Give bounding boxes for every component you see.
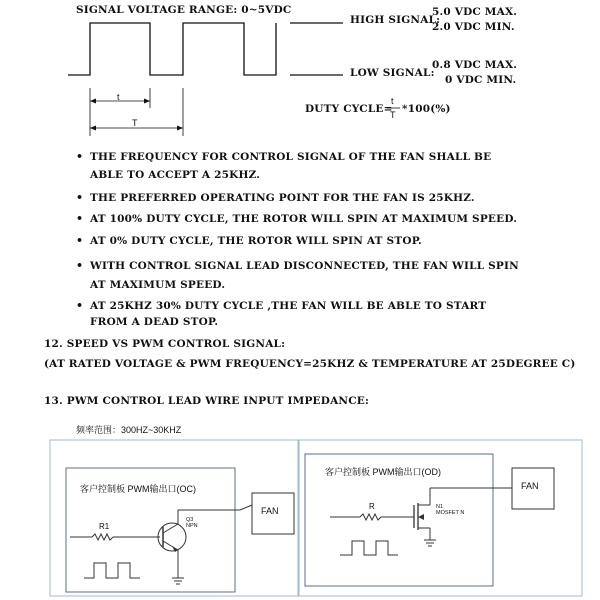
section-12-title: 12. SPEED VS PWM CONTROL SIGNAL:: [44, 338, 286, 350]
duty-cycle-prefix: DUTY CYCLE=: [305, 103, 393, 115]
mosfet-label: MOSFET N: [436, 510, 465, 516]
resistor-r-label: R: [369, 502, 375, 511]
duty-cycle-suffix: *100(%): [402, 103, 451, 115]
n1-label: N1: [436, 504, 444, 510]
bullet-dot: •: [76, 212, 84, 225]
bullet-dot: •: [76, 299, 84, 312]
fan-left-label: FAN: [261, 506, 279, 516]
low-signal-min: 0 VDC MIN.: [445, 74, 517, 86]
bullet-text-6: AT 25KHZ 30% DUTY CYCLE ,THE FAN WILL BE ABLE TO START: [90, 300, 487, 312]
od-pwm-pulses: [340, 541, 398, 555]
bullet-text-2: THE PREFERRED OPERATING POINT FOR THE FAN IS 25KHZ.: [90, 192, 475, 204]
resistor-r: [360, 514, 381, 520]
bullet-dot: •: [76, 259, 84, 272]
period-t-big: T: [132, 118, 138, 128]
bullet-dot: •: [76, 234, 84, 247]
resistor-r1: [92, 534, 113, 540]
bullet-dot: •: [76, 191, 84, 204]
bullet-text-1: THE FREQUENCY FOR CONTROL SIGNAL OF THE FAN SHALL BE: [90, 151, 492, 163]
low-signal-label: LOW SIGNAL:: [350, 67, 435, 79]
high-signal-label: HIGH SIGNAL:: [350, 14, 441, 26]
signal-range-text: SIGNAL VOLTAGE RANGE: 0~5VDC: [76, 4, 292, 16]
duty-cycle-denominator: T: [390, 110, 396, 120]
q3-label: Q3: [186, 517, 194, 523]
bullet-text-1-cont: ABLE TO ACCEPT A 25KHZ.: [90, 169, 261, 181]
npn-label: NPN: [186, 523, 198, 529]
duty-cycle-numerator: t: [391, 96, 394, 106]
period-t-small: t: [117, 92, 120, 102]
bullet-dot: •: [76, 150, 84, 163]
bullet-text-6-cont: FROM A DEAD STOP.: [90, 316, 219, 328]
od-board-title: 客户控制板 PWM输出口(OD): [325, 467, 441, 477]
oc-pwm-pulses: [84, 563, 140, 578]
section-13-title: 13. PWM CONTROL LEAD WIRE INPUT IMPEDANCE:: [44, 395, 370, 407]
frequency-range-text: 频率范围：300HZ~30KHZ: [76, 425, 182, 435]
oc-board-title: 客户控制板 PWM输出口(OC): [80, 484, 196, 494]
low-signal-max: 0.8 VDC MAX.: [432, 59, 518, 71]
section-12-subtitle: (AT RATED VOLTAGE & PWM FREQUENCY=25KHZ & TEMPERATURE AT 25DEGREE C): [44, 358, 576, 370]
high-signal-min: 2.0 VDC MIN.: [432, 21, 515, 33]
high-signal-max: 5.0 VDC MAX.: [432, 6, 518, 18]
bullet-text-4: AT 0% DUTY CYCLE, THE ROTOR WILL SPIN AT STOP.: [90, 235, 422, 247]
resistor-r1-label: R1: [99, 522, 110, 531]
bullet-text-5-cont: AT MAXIMUM SPEED.: [90, 279, 226, 291]
fan-right-label: FAN: [521, 481, 539, 491]
bullet-text-3: AT 100% DUTY CYCLE, THE ROTOR WILL SPIN AT MAXIMUM SPEED.: [90, 213, 518, 225]
bullet-text-5: WITH CONTROL SIGNAL LEAD DISCONNECTED, THE FAN WILL SPIN: [90, 260, 519, 272]
